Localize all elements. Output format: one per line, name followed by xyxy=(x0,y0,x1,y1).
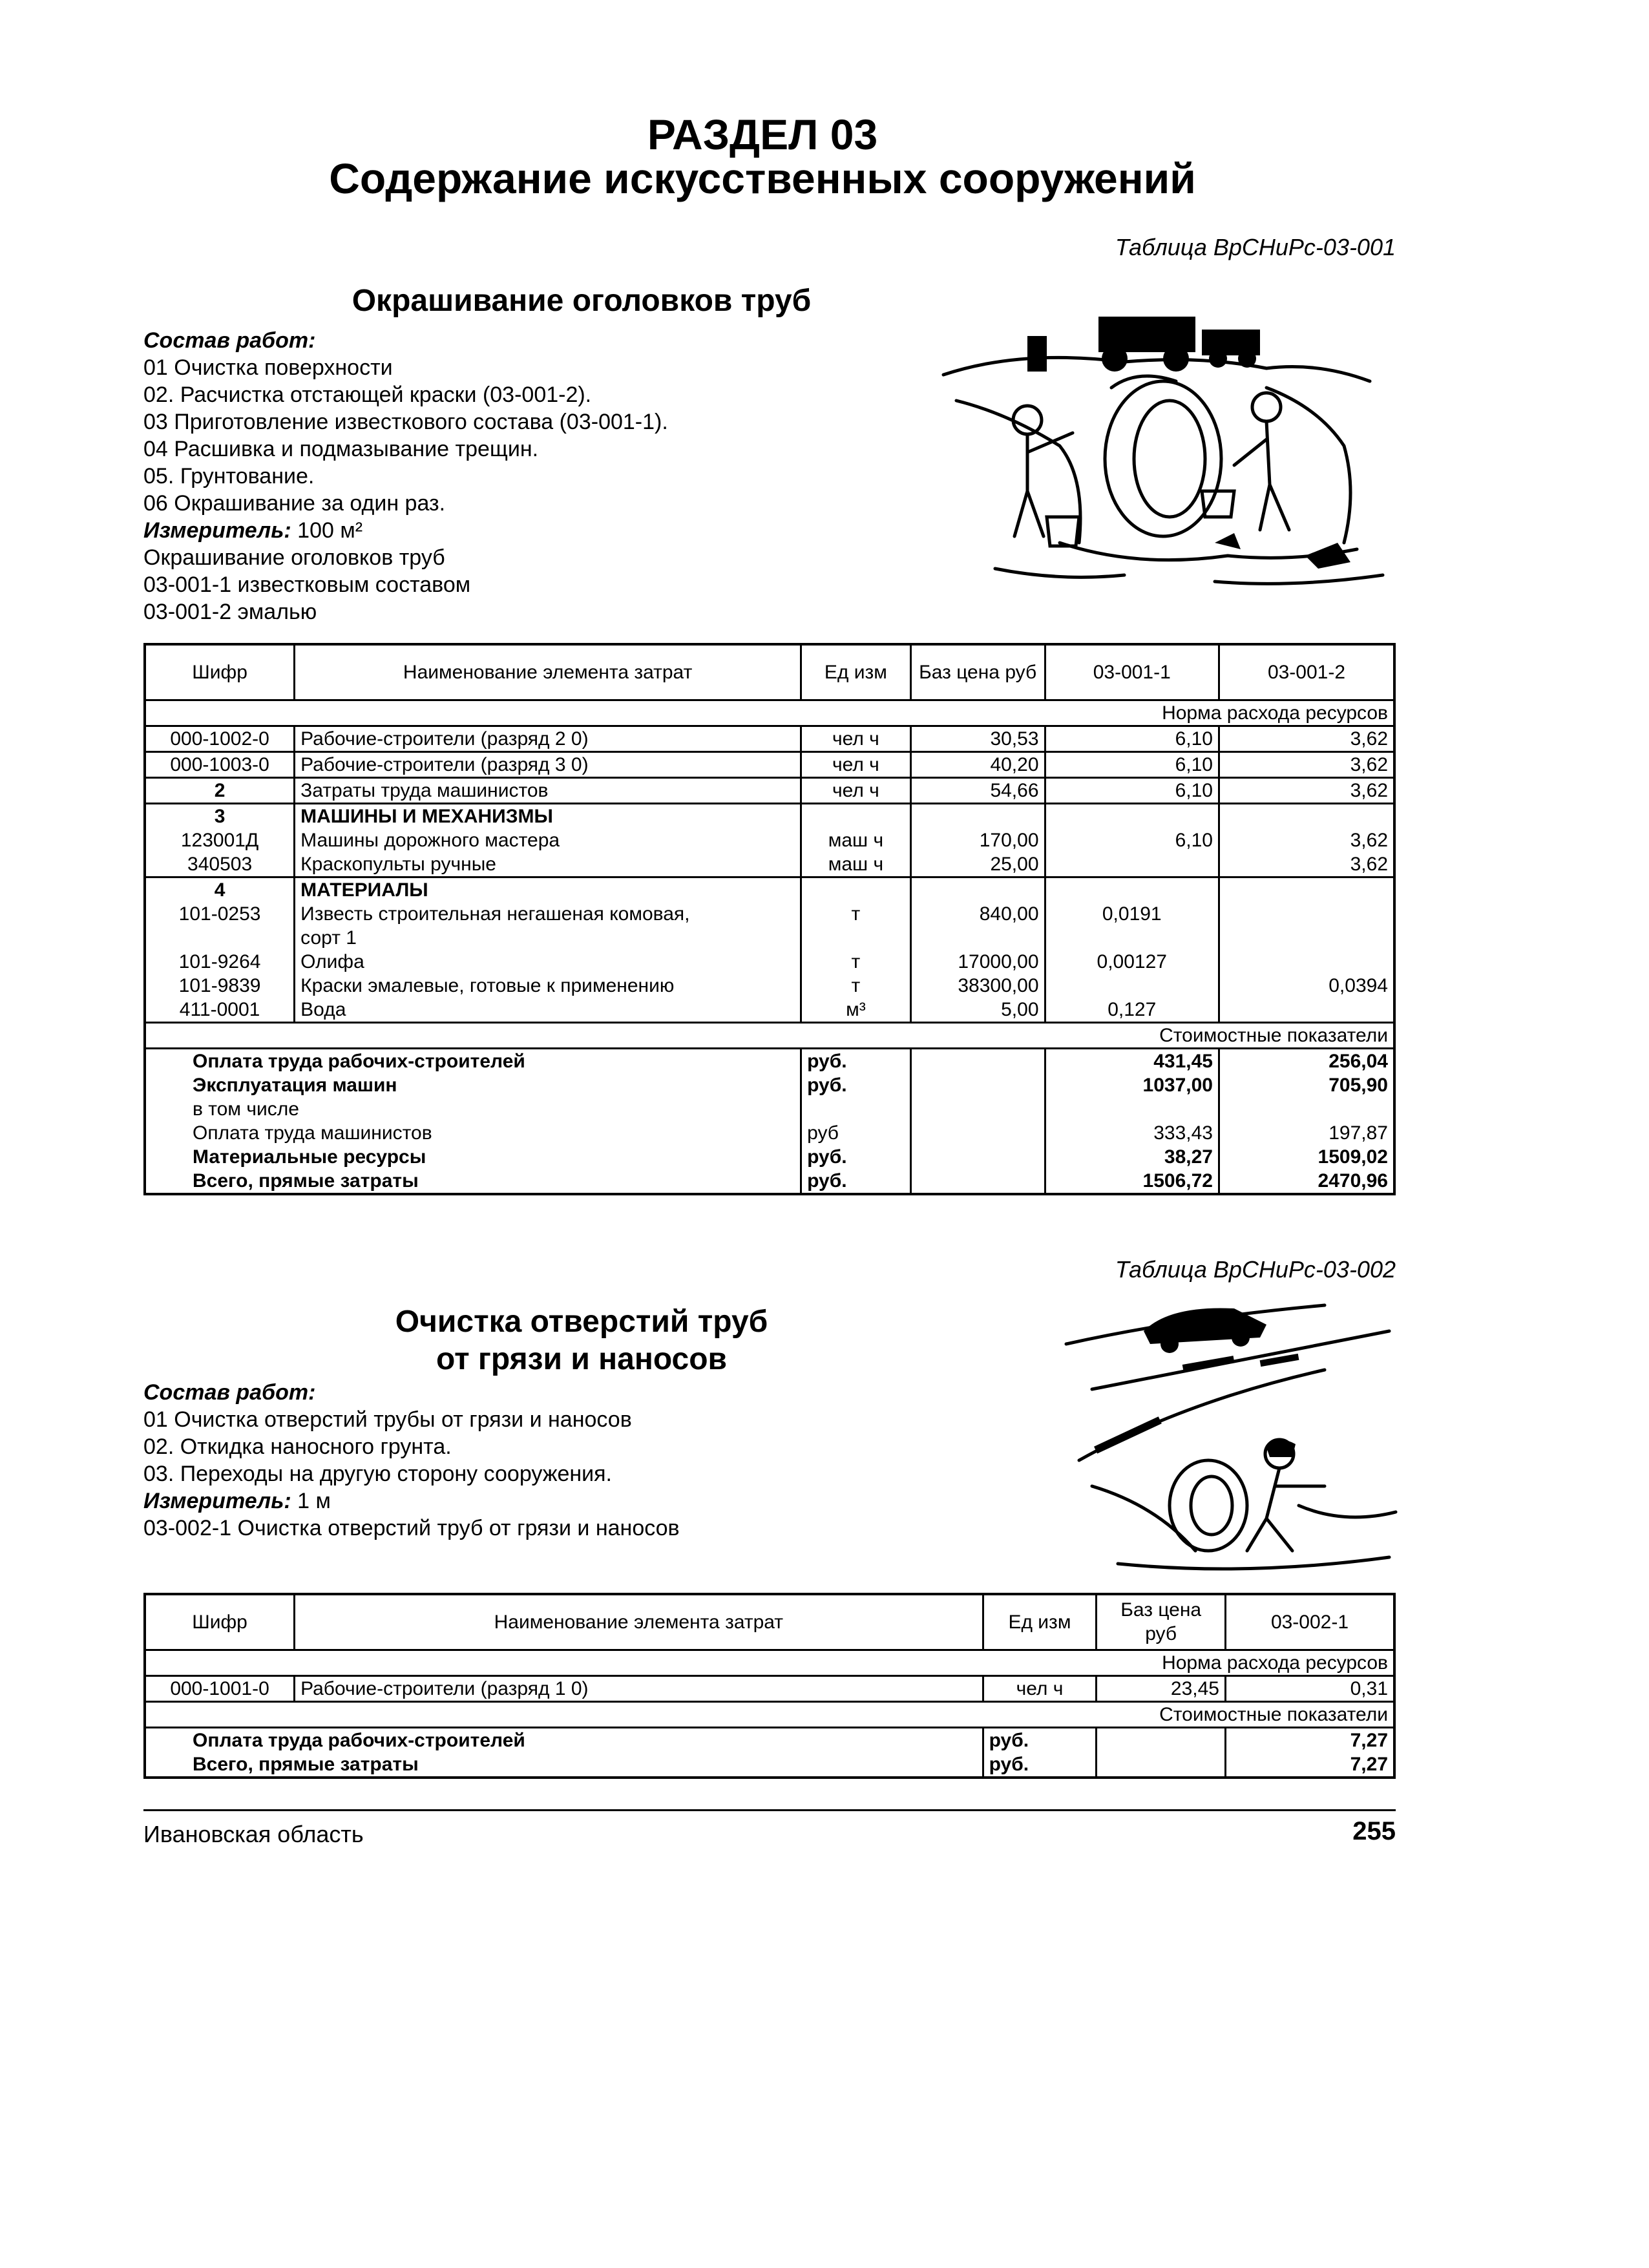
norm-section-header: Норма расхода ресурсов xyxy=(295,1650,1394,1675)
cost-v1 xyxy=(1045,1097,1219,1121)
table-row xyxy=(145,726,1394,751)
cell-name: МАШИНЫ И МЕХАНИЗМЫ xyxy=(295,803,801,828)
cell-v2 xyxy=(1219,902,1394,926)
table-row xyxy=(145,950,1394,974)
pipe-painting-illustration xyxy=(930,297,1396,601)
cell-unit xyxy=(801,877,911,902)
col-header-code: Шифр xyxy=(145,1594,295,1650)
cost-table-2 xyxy=(143,1593,1396,1779)
cost-unit: руб xyxy=(801,1121,911,1145)
meter-line xyxy=(143,1489,331,1514)
work-composition-label: Состав работ: xyxy=(143,328,316,353)
cost-unit: руб. xyxy=(801,1145,911,1169)
work-item: 04 Расшивка и подмазывание трещин. xyxy=(143,437,539,461)
cell-code: 3 xyxy=(145,803,295,828)
table-row xyxy=(145,1675,1394,1701)
meter-label: Измеритель: xyxy=(143,1489,291,1513)
cost-row xyxy=(145,1097,1394,1121)
cost-unit xyxy=(801,1097,911,1121)
cell-price: 54,66 xyxy=(910,777,1045,803)
cell-name: Олифа xyxy=(295,950,801,974)
work-item: 03. Переходы на другую сторону сооружения. xyxy=(143,1462,613,1486)
cell-code: 123001Д xyxy=(145,828,295,852)
cell-price: 30,53 xyxy=(910,726,1045,751)
col-header-norm-2: 03-001-2 xyxy=(1219,644,1394,700)
cost-v2: 2470,96 xyxy=(1219,1169,1394,1194)
section-title: Содержание искусственных сооружений xyxy=(329,154,1196,202)
cell-code: 101-9264 xyxy=(145,950,295,974)
desc-line: 03-001-1 известковым составом xyxy=(143,572,471,597)
meter-label: Измеритель: xyxy=(143,518,291,543)
table-ref: Таблица ВрСНиРс-03-001 xyxy=(1115,234,1396,260)
cell-v2 xyxy=(1219,950,1394,974)
meter-value: 100 м² xyxy=(291,518,363,543)
cost-unit: руб. xyxy=(801,1169,911,1194)
cell-price xyxy=(910,803,1045,828)
cell-v1: 6,10 xyxy=(1045,751,1219,777)
col-header-unit: Ед изм xyxy=(983,1594,1097,1650)
cost-name: Эксплуатация машин xyxy=(145,1073,801,1097)
work-item: 02. Откидка наносного грунта. xyxy=(143,1434,452,1459)
table-row xyxy=(145,803,1394,828)
col-header-name: Наименование элемента затрат xyxy=(295,1594,983,1650)
cell-price: 170,00 xyxy=(910,828,1045,852)
cost-unit: руб. xyxy=(801,1048,911,1073)
cost-row xyxy=(145,1145,1394,1169)
cell-unit: м³ xyxy=(801,998,911,1023)
cell-unit xyxy=(801,926,911,950)
cell-price: 23,45 xyxy=(1097,1675,1226,1701)
cell-unit: чел ч xyxy=(801,726,911,751)
cost-v1: 431,45 xyxy=(1045,1048,1219,1073)
cell-price: 38300,00 xyxy=(910,974,1045,998)
cell-name: Краски эмалевые, готовые к применению xyxy=(295,974,801,998)
cell-v1 xyxy=(1045,852,1219,877)
table-row xyxy=(145,877,1394,902)
cell-v2: 3,62 xyxy=(1219,726,1394,751)
cell-v2: 3,62 xyxy=(1219,852,1394,877)
table-row xyxy=(145,926,1394,950)
work-item: 01 Очистка отверстий трубы от грязи и наносов xyxy=(143,1407,632,1432)
desc-line: 03-002-1 Очистка отверстий труб от грязи и наносов xyxy=(143,1516,680,1540)
cell-name: Рабочие-строители (разряд 3 0) xyxy=(295,751,801,777)
cell-name: МАТЕРИАЛЫ xyxy=(295,877,801,902)
cell-price: 17000,00 xyxy=(910,950,1045,974)
cell-v2 xyxy=(1219,998,1394,1023)
cell-v2: 0,0394 xyxy=(1219,974,1394,998)
col-header-norm-1: 03-001-1 xyxy=(1045,644,1219,700)
cell-v1: 0,0191 xyxy=(1045,902,1219,926)
cell-code: 000-1003-0 xyxy=(145,751,295,777)
cell-name: сорт 1 xyxy=(295,926,801,950)
col-header-price: Баз цена руб xyxy=(1097,1594,1226,1650)
table-title: Окрашивание оголовков труб xyxy=(352,284,812,318)
table-row xyxy=(145,902,1394,926)
work-composition-label: Состав работ: xyxy=(143,1380,316,1405)
cell-code xyxy=(145,926,295,950)
cell-unit: маш ч xyxy=(801,828,911,852)
cost-v1: 1037,00 xyxy=(1045,1073,1219,1097)
cell-name: Машины дорожного мастера xyxy=(295,828,801,852)
cell-price: 5,00 xyxy=(910,998,1045,1023)
work-item: 05. Грунтование. xyxy=(143,464,315,488)
cost-row xyxy=(145,1169,1394,1194)
col-header-code: Шифр xyxy=(145,644,295,700)
cell-v2: 3,62 xyxy=(1219,828,1394,852)
cell-v2: 3,62 xyxy=(1219,777,1394,803)
work-item: 02. Расчистка отстающей краски (03-001-2). xyxy=(143,383,592,407)
cell-unit: маш ч xyxy=(801,852,911,877)
cost-unit: руб. xyxy=(983,1727,1097,1752)
cell-code: 4 xyxy=(145,877,295,902)
pipe-cleaning-illustration xyxy=(1053,1292,1402,1577)
cost-v1: 38,27 xyxy=(1045,1145,1219,1169)
cost-v2: 705,90 xyxy=(1219,1073,1394,1097)
footer-rule xyxy=(143,1809,1396,1811)
cell-code: 101-0253 xyxy=(145,902,295,926)
cost-v2: 256,04 xyxy=(1219,1048,1394,1073)
cost-name: Оплата труда машинистов xyxy=(145,1121,801,1145)
meter-value: 1 м xyxy=(291,1489,331,1513)
cell-unit: чел ч xyxy=(983,1675,1097,1701)
cost-v1: 7,27 xyxy=(1225,1727,1394,1752)
cell-code: 000-1001-0 xyxy=(145,1675,295,1701)
cell-v1: 6,10 xyxy=(1045,777,1219,803)
table-ref: Таблица ВрСНиРс-03-002 xyxy=(1115,1256,1396,1283)
cell-v1 xyxy=(1045,974,1219,998)
cell-v1: 0,00127 xyxy=(1045,950,1219,974)
table-title-line2: от грязи и наносов xyxy=(436,1342,728,1376)
cost-name: Оплата труда рабочих-строителей xyxy=(145,1727,983,1752)
cell-v1 xyxy=(1045,877,1219,902)
cost-v1: 333,43 xyxy=(1045,1121,1219,1145)
cost-row xyxy=(145,1727,1394,1752)
table-row xyxy=(145,751,1394,777)
footer-region: Ивановская область xyxy=(143,1821,364,1847)
cell-name: Рабочие-строители (разряд 2 0) xyxy=(295,726,801,751)
cell-v1: 0,31 xyxy=(1225,1675,1394,1701)
cost-row xyxy=(145,1121,1394,1145)
meter-line xyxy=(143,518,362,543)
cell-v2 xyxy=(1219,877,1394,902)
cell-price xyxy=(910,877,1045,902)
desc-line: Окрашивание оголовков труб xyxy=(143,545,445,570)
cell-code: 2 xyxy=(145,777,295,803)
cost-name: Материальные ресурсы xyxy=(145,1145,801,1169)
cell-v1 xyxy=(1045,803,1219,828)
cell-price xyxy=(910,926,1045,950)
cell-name: Краскопульты ручные xyxy=(295,852,801,877)
cell-unit: чел ч xyxy=(801,751,911,777)
norm-section-header: Норма расхода ресурсов xyxy=(295,700,1394,726)
table-row xyxy=(145,998,1394,1023)
work-item: 06 Окрашивание за один раз. xyxy=(143,491,446,516)
cost-row xyxy=(145,1073,1394,1097)
cost-v1: 7,27 xyxy=(1225,1752,1394,1778)
cost-row xyxy=(145,1752,1394,1778)
cell-unit xyxy=(801,803,911,828)
table-title: Очистка отверстий труб xyxy=(395,1305,768,1339)
cost-name: Оплата труда рабочих-строителей xyxy=(145,1048,801,1073)
cell-price: 40,20 xyxy=(910,751,1045,777)
cost-v1: 1506,72 xyxy=(1045,1169,1219,1194)
cost-v2: 1509,02 xyxy=(1219,1145,1394,1169)
cell-name: Рабочие-строители (разряд 1 0) xyxy=(295,1675,983,1701)
cell-v2 xyxy=(1219,926,1394,950)
cost-v2: 197,87 xyxy=(1219,1121,1394,1145)
cell-unit: чел ч xyxy=(801,777,911,803)
cell-v2: 3,62 xyxy=(1219,751,1394,777)
col-header-name: Наименование элемента затрат xyxy=(295,644,801,700)
cost-name: Всего, прямые затраты xyxy=(145,1169,801,1194)
work-item: 03 Приготовление известкового состава (03-001-1). xyxy=(143,410,668,434)
cell-v1 xyxy=(1045,926,1219,950)
cell-v1: 0,127 xyxy=(1045,998,1219,1023)
col-header-price: Баз цена руб xyxy=(910,644,1045,700)
cell-code: 101-9839 xyxy=(145,974,295,998)
cost-table-1 xyxy=(143,643,1396,1195)
table-row xyxy=(145,852,1394,877)
cell-price: 25,00 xyxy=(910,852,1045,877)
cell-code: 000-1002-0 xyxy=(145,726,295,751)
section-number: РАЗДЕЛ 03 xyxy=(647,110,878,158)
page-number: 255 xyxy=(1352,1817,1396,1845)
cost-unit: руб. xyxy=(983,1752,1097,1778)
cell-unit: т xyxy=(801,902,911,926)
col-header-unit: Ед изм xyxy=(801,644,911,700)
cell-name: Затраты труда машинистов xyxy=(295,777,801,803)
cost-row xyxy=(145,1048,1394,1073)
cost-v2 xyxy=(1219,1097,1394,1121)
cell-v1: 6,10 xyxy=(1045,726,1219,751)
col-header-norm-1: 03-002-1 xyxy=(1225,1594,1394,1650)
table-row xyxy=(145,974,1394,998)
cost-section-header: Стоимостные показатели xyxy=(295,1701,1394,1727)
cell-price: 840,00 xyxy=(910,902,1045,926)
cell-code: 411-0001 xyxy=(145,998,295,1023)
cell-v1: 6,10 xyxy=(1045,828,1219,852)
cell-name: Известь строительная негашеная комовая, xyxy=(295,902,801,926)
table-row xyxy=(145,777,1394,803)
work-item: 01 Очистка поверхности xyxy=(143,355,393,380)
cell-unit: т xyxy=(801,950,911,974)
cost-name: в том числе xyxy=(145,1097,801,1121)
cell-name: Вода xyxy=(295,998,801,1023)
cell-v2 xyxy=(1219,803,1394,828)
cell-code: 340503 xyxy=(145,852,295,877)
cost-section-header: Стоимостные показатели xyxy=(295,1022,1394,1048)
cost-unit: руб. xyxy=(801,1073,911,1097)
cell-unit: т xyxy=(801,974,911,998)
cost-name: Всего, прямые затраты xyxy=(145,1752,983,1778)
table-row xyxy=(145,828,1394,852)
desc-line: 03-001-2 эмалью xyxy=(143,600,317,624)
